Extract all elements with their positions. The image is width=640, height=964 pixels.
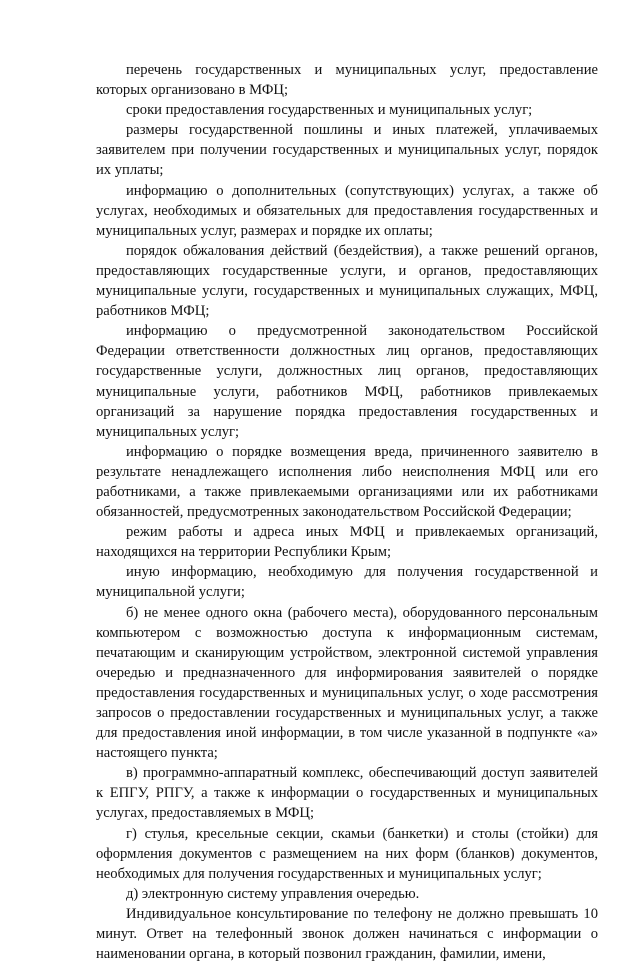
paragraph: б) не менее одного окна (рабочего места), оборудованного персональным компьютером с возможностью доступа к информационным системам, печатающим и сканирующим устройством, электронной системой управления очередью и предназначенного для информирования заявителей о порядке предоставления государственных и муниципальных услуг, о ходе рассмотрения запросов о предоставлении государственных и муниципальных услуг, а также для предоставления иной информации, в том числе указанной в подпункте «а» настоящего пункта; xyxy=(96,604,598,762)
paragraph: информацию о дополнительных (сопутствующих) услугах, а также об услугах, необходимых и обязательных для предоставления государственных и муниципальных услуг, размерах и порядке их оплаты; xyxy=(96,182,598,239)
paragraph: перечень государственных и муниципальных услуг, предоставление которых организовано в МФЦ; xyxy=(96,62,598,99)
paragraph: информацию о предусмотренной законодательством Российской Федерации ответственности должностных лиц органов, предоставляющих государственные услуги, должностных лиц органов, предоставляющих муниципальные услуги, работников МФЦ, работников привлекаемых организаций за нарушение порядка предоставления государственных и муниципальных услуг; xyxy=(96,323,598,440)
paragraph: иную информацию, необходимую для получения государственной и муниципальной услуги; xyxy=(96,564,598,601)
paragraph: размеры государственной пошлины и иных платежей, уплачиваемых заявителем при получении государственных и муниципальных услуг, порядок их уплаты; xyxy=(96,122,598,179)
paragraph: г) стулья, кресельные секции, скамьи (банкетки) и столы (стойки) для оформления документов с размещением на них форм (бланков) документов, необходимых для получения государственных и муниципальных услуг; xyxy=(96,825,598,882)
paragraph: сроки предоставления государственных и муниципальных услуг; xyxy=(126,102,533,119)
paragraph: в) программно-аппаратный комплекс, обеспечивающий доступ заявителей к ЕПГУ, РПГУ, а также к информации о государственных и муниципальных услугах, предоставляемых в МФЦ; xyxy=(96,765,598,822)
document-page xyxy=(96,60,598,964)
paragraph: д) электронную систему управления очередью. xyxy=(126,885,420,902)
paragraph: Индивидуальное консультирование по телефону не должно превышать 10 минут. Ответ на телефонный звонок должен начинаться с информации о наименовании органа, в который позвонил гражданин, фамилии, имени, xyxy=(96,905,598,963)
paragraph: информацию о порядке возмещения вреда, причиненного заявителю в результате ненадлежащего исполнения либо неисполнения МФЦ или его работниками, а также привлекаемыми организациями или их работниками обязанностей, предусмотренных законодательством Российской Федерации; xyxy=(96,443,598,521)
paragraph: порядок обжалования действий (бездействия), а также решений органов, предоставляющих государственные услуги, и органов, предоставляющих муниципальные услуги, государственных и муниципальных служащих, МФЦ, работников МФЦ; xyxy=(96,242,598,320)
paragraph: режим работы и адреса иных МФЦ и привлекаемых организаций, находящихся на территории Республики Крым; xyxy=(96,524,598,561)
